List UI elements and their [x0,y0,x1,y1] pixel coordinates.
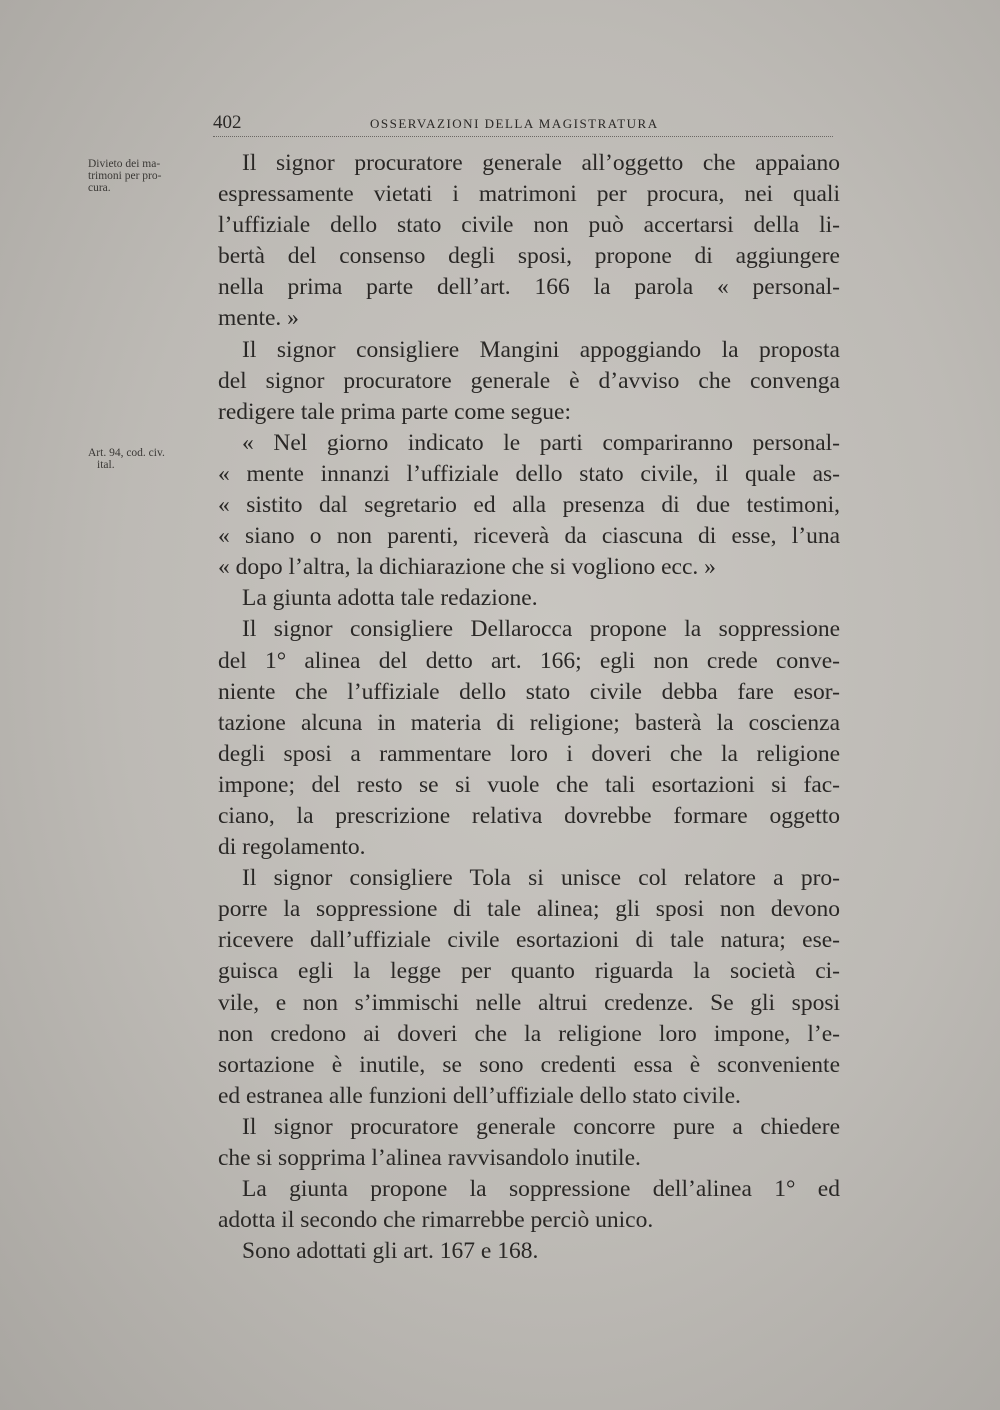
text-line: espressamente vietati i matrimoni per procura, nei quali [218,181,840,208]
sidenote-line: cura. [88,182,111,194]
sidenote-line: trimoni per pro- [88,170,162,182]
page-header [213,108,833,137]
text-line: mente. » [218,305,299,332]
text-line: degli sposi a rammentare loro i doveri che la religione [218,740,840,767]
text-line: adotta il secondo che rimarrebbe perciò unico. [218,1207,654,1234]
sidenote-line: Divieto dei ma- [88,158,161,170]
text-line: La giunta propone la soppressione dell’alinea 1° ed [242,1176,840,1203]
text-line: « dopo l’altra, la dichiarazione che si vogliono ecc. » [218,554,716,581]
sidenote-line: Art. 94, cod. civ. [88,447,165,459]
text-line: nella prima parte dell’art. 166 la parola « personal- [218,274,840,301]
text-line: Il signor consigliere Tola si unisce col relatore a pro- [242,865,840,892]
text-line: « Nel giorno indicato le parti compariranno personal- [242,429,840,456]
body-text [218,148,840,1267]
text-line: Il signor consigliere Mangini appoggiando la proposta [242,336,840,363]
text-line: « mente innanzi l’uffiziale dello stato civile, il quale as- [218,460,840,487]
text-line: bertà del consenso degli sposi, propone di aggiungere [218,243,840,270]
text-line: l’uffiziale dello stato civile non può accertarsi della li- [218,212,840,239]
text-line: « siano o non parenti, riceverà da ciascuna di esse, l’una [218,523,840,550]
text-line: di regolamento. [218,834,366,861]
text-line: Il signor procuratore generale all’oggetto che appaiano [242,150,840,176]
text-line: che si sopprima l’alinea ravvisandolo inutile. [218,1145,641,1171]
text-line: guisca egli la legge per quanto riguarda la società ci- [218,958,840,985]
text-line: non credono ai doveri che la religione loro impone, l’e- [218,1020,840,1047]
running-title: OSSERVAZIONI DELLA MAGISTRATURA [370,116,659,131]
text-line: sortazione è inutile, se sono credenti essa è sconveniente [218,1051,840,1078]
page-number: 402 [213,112,242,133]
text-line: ricevere dall’uffiziale civile esortazioni di tale natura; ese- [218,927,840,954]
text-line: ciano, la prescrizione relativa dovrebbe formare oggetto [218,802,840,829]
text-line: porre la soppressione di tale alinea; gli sposi non devono [218,896,840,923]
text-line: niente che l’uffiziale dello stato civile debba fare esor- [218,678,840,705]
text-line: vile, e non s’immischi nelle altrui credenze. Se gli sposi [218,989,840,1016]
text-line: impone; del resto se si vuole che tali esortazioni si fac- [218,771,840,798]
text-line: Il signor consigliere Dellarocca propone la soppressione [242,616,840,643]
text-line: del 1° alinea del detto art. 166; egli non crede conve- [218,647,840,674]
text-line: La giunta adotta tale redazione. [242,585,538,612]
text-line: ed estranea alle funzioni dell’uffiziale dello stato civile. [218,1082,741,1109]
text-line: redigere tale prima parte come segue: [218,398,571,425]
text-line: Sono adottati gli art. 167 e 168. [242,1238,539,1265]
text-line: Il signor procuratore generale concorre pure a chiedere [242,1113,840,1140]
text-line: tazione alcuna in materia di religione; basterà la coscienza [218,709,840,736]
sidenote-line: ital. [97,459,115,471]
sidenote-divieto [88,158,208,194]
sidenote-art-94 [88,447,208,471]
text-line: « sistito dal segretario ed alla presenza di due testimoni, [218,492,840,519]
text-line: del signor procuratore generale è d’avviso che convenga [218,367,840,394]
